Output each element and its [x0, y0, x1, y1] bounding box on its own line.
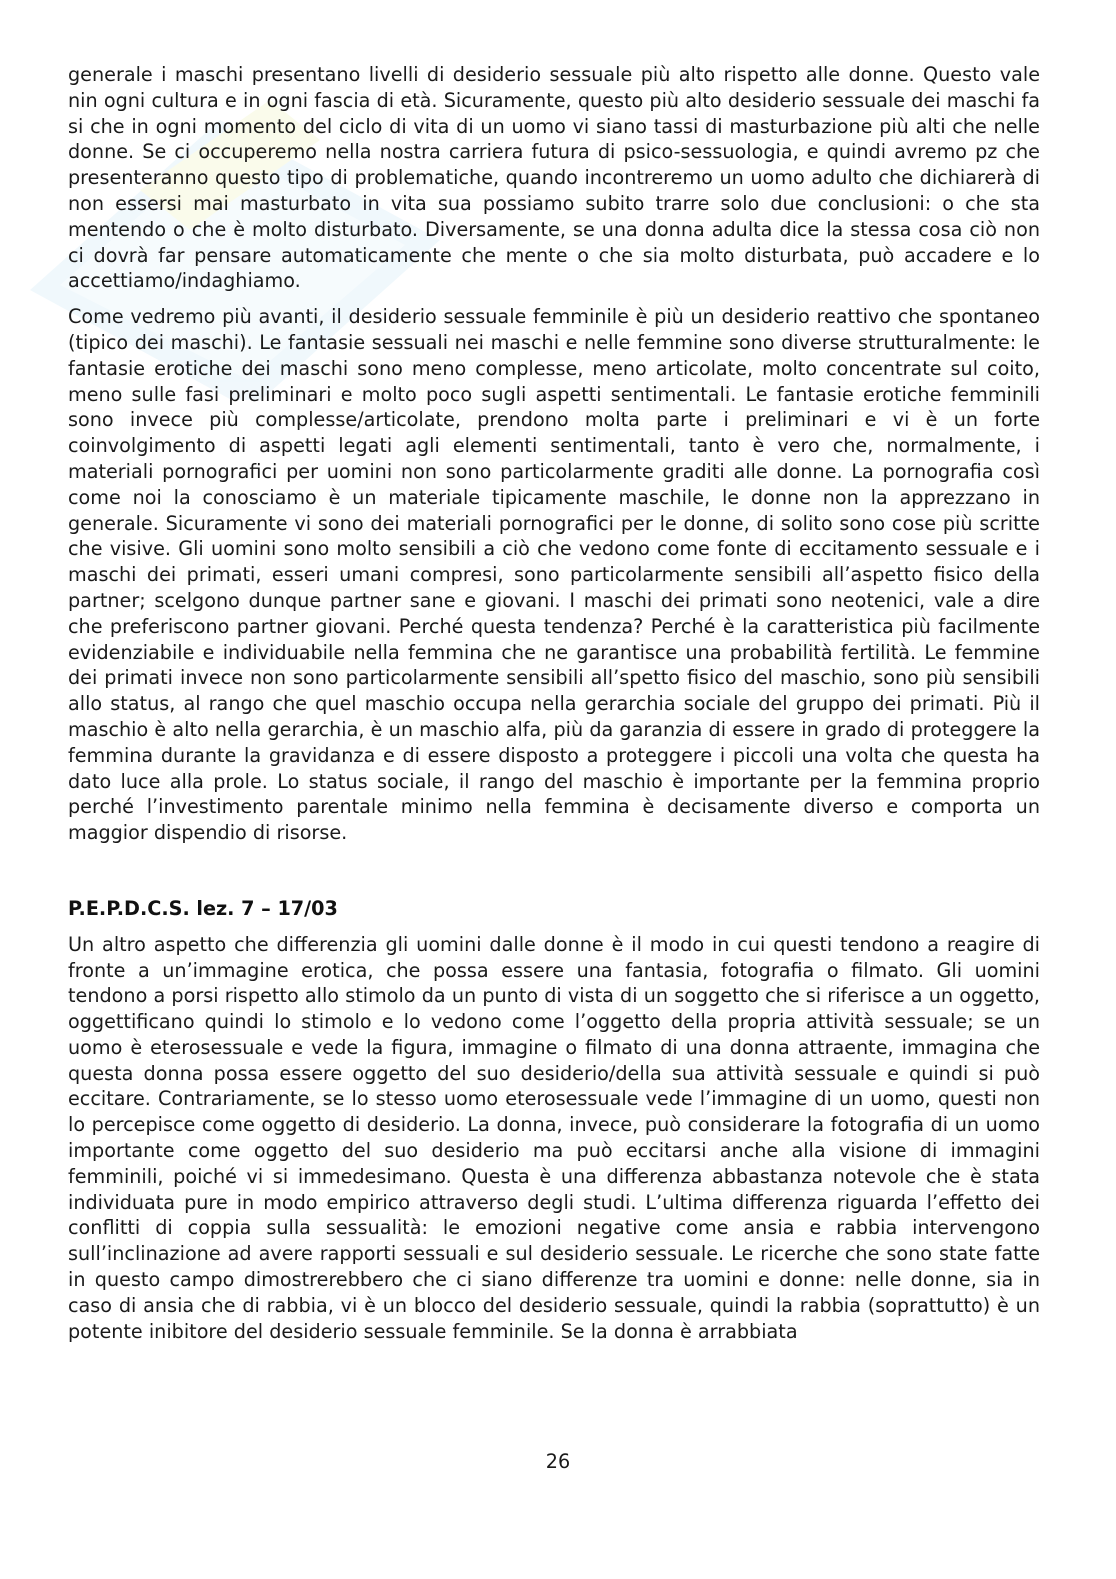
paragraph: generale i maschi presentano livelli di desiderio sessuale più alto rispetto alle donne. Questo vale nin ogni cultura e in ogni fascia di età. Sicuramente, questo più alto desiderio sessuale dei maschi fa si che in ogni momento del ciclo di vita di un uomo vi siano tassi di masturbazione più alti che nelle donne. Se ci occuperemo nella nostra carriera futura di psico-sessuologia, e quindi avremo pz che presenteranno questo tipo di problematiche, quando incontreremo un uomo adulto che dichiarerà di non essersi mai masturbato in vita sua possiamo subito trarre solo due conclusioni: o che sta mentendo o che è molto disturbato. Diversamente, se una donna adulta dice la stessa cosa ciò non ci dovrà far pensare automaticamente che mente o che sia molto disturbata, può accadere e lo accettiamo/indaghiamo. — [68, 63, 1040, 293]
section-heading: P.E.P.D.C.S. lez. 7 – 17/03 — [68, 896, 338, 920]
paragraph: Come vedremo più avanti, il desiderio sessuale femminile è più un desiderio reattivo che spontaneo (tipico dei maschi). Le fantasie sessuali nei maschi e nelle femmine sono diverse strutturalmente: le fantasie erotiche dei maschi sono meno complesse, meno articolate, molto concentrate sul coito, meno sulle fasi preliminari e molto poco sugli aspetti sentimentali. Le fantasie erotiche femminili sono invece più complesse/articolate, prendono molta parte i preliminari e vi è un forte coinvolgimento di aspetti legati agli elementi sentimentali, tanto è vero che, normalmente, i materiali pornografici per uomini non sono particolarmente graditi alle donne. La pornografia così come noi la conosciamo è un materiale tipicamente maschile, le donne non la apprezzano in generale. Sicuramente vi sono dei materiali pornografici per le donne, di solito sono cose più scritte che visive. Gli uomini sono molto sensibili a ciò che vedono come fonte di eccitamento sessuale e i maschi dei primati, esseri umani compresi, sono particolarmente sensibili all’aspetto fisico della partner; scelgono dunque partner sane e giovani. I maschi dei primati sono neotenici, vale a dire che preferiscono partner giovani. Perché questa tendenza? Perché è la caratteristica più facilmente evidenziabile e individuabile nella femmina che ne garantisce una probabilità fertilità. Le femmine dei primati invece non sono particolarmente sensibili all’spetto fisico del maschio, sono più sensibili allo status, al rango che quel maschio occupa nella gerarchia sociale del gruppo dei primati. Più il maschio è alto nella gerarchia, è un maschio alfa, più da garanzia di essere in grado di proteggere la femmina durante la gravidanza e di essere disposto a proteggere i piccoli una volta che questa ha dato luce alla prole. Lo status sociale, il rango del maschio è importante per la femmina proprio perché l’investimento parentale minimo nella femmina è decisamente diverso e comporta un maggior dispendio di risorse. — [68, 305, 1040, 845]
document-body — [68, 62, 1040, 1354]
page-number: 26 — [545, 1450, 571, 1473]
paragraph: Un altro aspetto che differenzia gli uomini dalle donne è il modo in cui questi tendono a reagire di fronte a un’immagine erotica, che possa essere una fantasia, fotografia o filmato. Gli uomini tendono a porsi rispetto allo stimolo da un punto di vista di un soggetto che si riferisce a un oggetto, oggettificano quindi lo stimolo e lo vedono come l’oggetto della propria attività sessuale; se un uomo è eterosessuale e vede la figura, immagine o filmato di una donna attraente, immagina che questa donna possa essere oggetto del suo desiderio/della sua attività sessuale e quindi si può eccitare. Contrariamente, se lo stesso uomo eterosessuale vede l’immagine di un uomo, questi non lo percepisce come oggetto di desiderio. La donna, invece, può considerare la fotografia di un uomo importante come oggetto del suo desiderio ma può eccitarsi anche alla visione di immagini femminili, poiché vi si immedesimano. Questa è una differenza abbastanza notevole che è stata individuata pure in modo empirico attraverso degli studi. L’ultima differenza riguarda l’effetto dei conflitti di coppia sulla sessualità: le emozioni negative come ansia e rabbia intervengono sull’inclinazione ad avere rapporti sessuali e sul desiderio sessuale. Le ricerche che sono state fatte in questo campo dimostrerebbero che ci siano differenze tra uomini e donne: nelle donne, sia in caso di ansia che di rabbia, vi è un blocco del desiderio sessuale, quindi la rabbia (soprattutto) è un potente inibitore del desiderio sessuale femminile. Se la donna è arrabbiata — [68, 932, 1040, 1343]
